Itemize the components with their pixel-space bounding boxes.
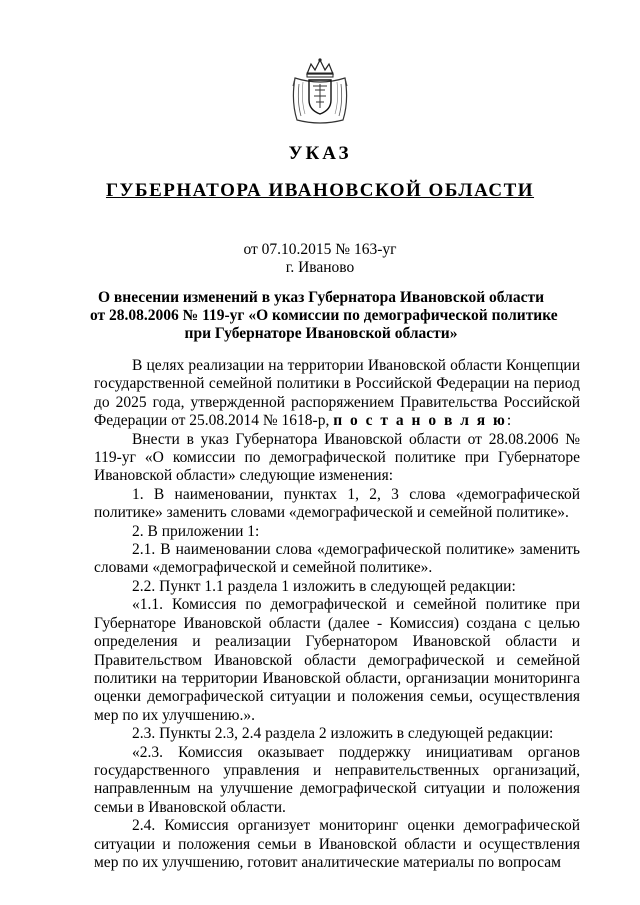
body-paragraph: 2. В приложении 1: — [132, 522, 260, 540]
resolve-word: п о с т а н о в л я ю — [333, 412, 507, 430]
document-issuer: ГУБЕРНАТОРА ИВАНОВСКОЙ ОБЛАСТИ — [105, 180, 535, 201]
document-subject — [90, 289, 558, 343]
document-title: УКАЗ — [288, 143, 352, 164]
document-city: г. Иваново — [285, 259, 355, 276]
body-paragraph — [94, 357, 580, 431]
body-paragraph: 2.4. Комиссия организует мониторинг оценки демографической ситуации и положения семьи в Ивановской области и осуществления мер по их улучшению, готовит аналитические материалы по вопросам — [94, 817, 580, 871]
subject-line: от 28.08.2006 № 119-уг «О комиссии по демографической политике — [90, 307, 558, 324]
subject-line: О внесении изменений в указ Губернатора Ивановской области — [97, 289, 545, 306]
body-paragraph: «1.1. Комиссия по демографической и семейной политике при Губернаторе Ивановской области (далее - Комиссия) создана с целью определения и реализации Губернатором Ивановской области и Правительством Ивановской области демографической и семейной политики на территории Ивановской области, организации мониторинга оценки демографической ситуации и положения семьи, осуществления мер по их улучшению.». — [94, 596, 580, 724]
body-paragraph: 2.1. В наименовании слова «демографической политике» заменить словами «демографической и семейной политике». — [94, 541, 580, 577]
body-paragraph: 1. В наименовании, пунктах 1, 2, 3 слова «демографической политике» заменить словами «демографической и семейной политике». — [94, 485, 580, 522]
document-body — [94, 357, 580, 872]
body-paragraph: «2.3. Комиссия оказывает поддержку инициативам органов государственного управления и неправительственных организаций, направленным на улучшение демографической ситуации и положения семьи в Ивановской области. — [94, 743, 580, 816]
body-paragraph: 2.2. Пункт 1.1 раздела 1 изложить в следующей редакции: — [132, 577, 516, 595]
body-paragraph: 2.3. Пункты 2.3, 2.4 раздела 2 изложить в следующей редакции: — [132, 725, 554, 743]
preamble-colon: : — [506, 412, 512, 430]
coat-of-arms-icon — [287, 56, 353, 126]
body-paragraph: Внести в указ Губернатора Ивановской области от 28.08.2006 № 119-уг «О комиссии по демографической политике при Губернаторе Ивановской области» следующие изменения: — [94, 430, 580, 485]
document-date-number: от 07.10.2015 № 163-уг — [243, 241, 397, 258]
preamble-text: В целях реализации на территории Ивановской области Концепции государственной семейной политики в Российской Федерации на период до 2025 года, утвержденной распоряжением Правительства Российской Федерации от 25.08.2014 № 1618-р, — [94, 357, 580, 430]
subject-line: при Губернаторе Ивановской области» — [184, 325, 458, 342]
